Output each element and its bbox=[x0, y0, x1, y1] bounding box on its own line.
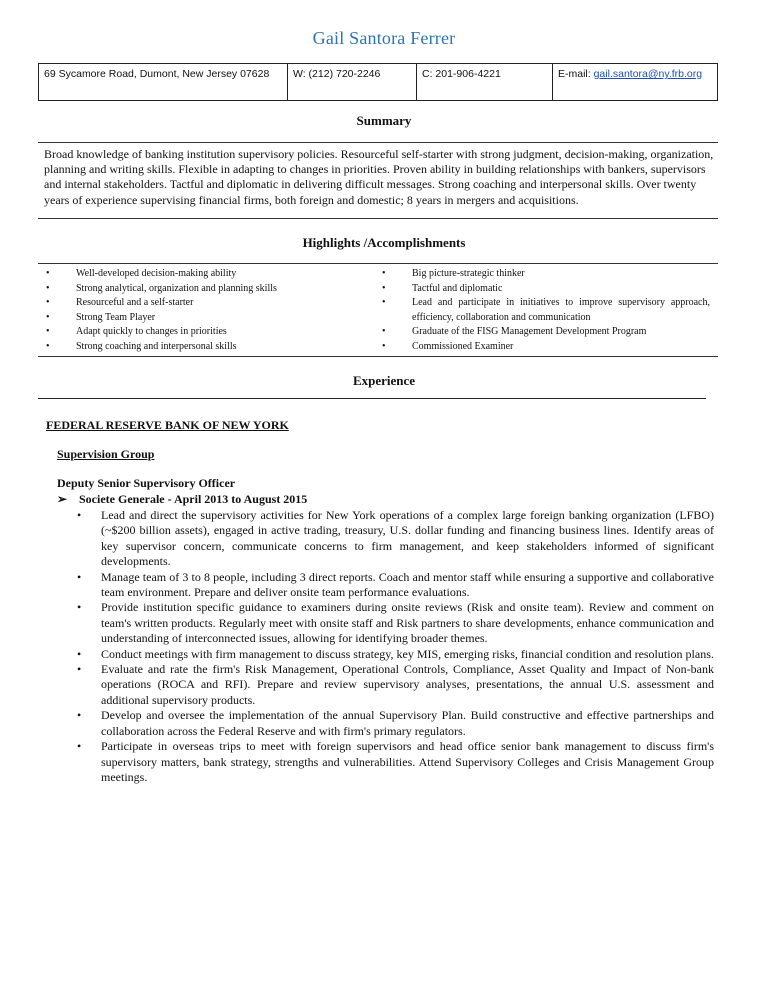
cell-phone: C: 201-906-4221 bbox=[422, 68, 501, 80]
address-cell bbox=[39, 64, 288, 101]
email-cell bbox=[553, 64, 718, 101]
bullet-icon: • bbox=[77, 508, 82, 522]
bullet-icon: • bbox=[382, 326, 386, 338]
bullet-icon: • bbox=[77, 646, 82, 661]
duty-item: • Evaluate and rate the firm's Risk Management, Operational Controls, Compliance, Asset Quality and Impact of Non-bank operations (ROCA and RFI). Prepare and review supervisory analyses, presentations, the annual U.S. assessment and additional supervisory products. bbox=[77, 662, 714, 707]
highlight-item: • Strong analytical, organization and planning skills bbox=[46, 282, 366, 297]
bullet-icon: • bbox=[46, 282, 50, 294]
contact-table bbox=[38, 63, 718, 101]
highlights-right-column bbox=[382, 267, 710, 355]
bullet-icon: • bbox=[46, 268, 50, 279]
summary-text: Broad knowledge of banking institution supervisory policies. Resourceful self-starter with strong judgment, decision-making, organization, planning and writing skills. Flexible in adapting to changes in priorities. Proven ability in building relationships with bankers, supervisors and internal stakeholders. Tactful and diplomatic in delivering difficult messages. Strong coaching and interpersonal skills. Over twenty years of experience supervising financial firms, both foreign and domestic; 8 years in mergers and acquisitions. bbox=[44, 147, 714, 207]
highlight-item: • Strong Team Player bbox=[46, 311, 366, 326]
highlight-item: • Resourceful and a self-starter bbox=[46, 296, 366, 311]
duty-item: • Participate in overseas trips to meet with foreign supervisors and head office senior bank management to discuss firm's supervisory matters, bank strategy, strengths and vulnerabilities. Attend Supervisory Colleges and Crisis Management Group meetings. bbox=[77, 739, 714, 784]
candidate-name: Gail Santora Ferrer bbox=[312, 28, 456, 48]
work-phone-cell bbox=[288, 64, 417, 101]
assignment-label: Societe Generale - April 2013 to August 2015 bbox=[79, 492, 308, 506]
highlight-item: • Big picture-strategic thinker bbox=[382, 267, 710, 282]
bullet-icon: • bbox=[46, 340, 50, 352]
experience-title: Experience bbox=[352, 373, 416, 388]
email-link[interactable]: gail.santora@ny.frb.org bbox=[593, 68, 703, 80]
highlight-item: • Well-developed decision-making ability bbox=[46, 267, 366, 282]
job-title: Deputy Senior Supervisory Officer bbox=[57, 476, 236, 490]
duty-item: • Provide institution specific guidance to examiners during onsite reviews (Risk and onsite team). Review and comment on team's written products. Regularly meet with onsite staff and Risk partners to share developments, enhance communication and understanding of interconnected issues, allowing for identifying broader themes. bbox=[77, 600, 714, 646]
cell-phone-cell bbox=[417, 64, 553, 101]
highlight-item: • Strong coaching and interpersonal skills bbox=[46, 340, 366, 355]
duties-list bbox=[77, 508, 714, 785]
highlight-item: • Lead and participate in initiatives to improve supervisory approach, efficiency, collaboration and communication bbox=[382, 297, 710, 323]
summary-top-divider bbox=[38, 142, 718, 143]
bullet-icon: • bbox=[77, 708, 82, 723]
assignment-heading bbox=[57, 492, 307, 507]
department-name: Supervision Group bbox=[57, 447, 155, 461]
highlight-item: • Adapt quickly to changes in priorities bbox=[46, 325, 366, 340]
duty-item: • Lead and direct the supervisory activities for New York operations of a complex large foreign banking organization (LFBO) (~$200 billion assets), engaged in active trading, treasury, U.S. dollar funding and financing business lines. Identify areas of key supervisor concern, communicate concerns to firm management, and keep stakeholders informed of significant developments. bbox=[77, 508, 714, 569]
highlights-title: Highlights /Accomplishments bbox=[302, 235, 466, 250]
summary-bottom-divider bbox=[38, 218, 718, 219]
work-phone: W: (212) 720-2246 bbox=[293, 68, 381, 80]
bullet-icon: • bbox=[77, 662, 82, 677]
highlights-top-divider bbox=[38, 263, 718, 264]
highlights-left-column bbox=[46, 267, 366, 355]
duty-item: • Develop and oversee the implementation of the annual Supervisory Plan. Build constructive and effective partnerships and collaboration across the Federal Reserve and with firm's primary regulators. bbox=[77, 708, 714, 738]
duty-item: • Conduct meetings with firm management to discuss strategy, key MIS, emerging risks, financial condition and resolution plans. bbox=[77, 646, 714, 661]
address: 69 Sycamore Road, Dumont, New Jersey 07628 bbox=[44, 68, 270, 80]
bullet-icon: • bbox=[382, 340, 386, 352]
bullet-icon: • bbox=[46, 297, 50, 309]
duty-item: • Manage team of 3 to 8 people, including 3 direct reports. Coach and mentor staff while ensuring a supportive and collaborative team environment. Prepare and deliver onsite team performance evaluations. bbox=[77, 569, 714, 600]
bullet-icon: • bbox=[77, 569, 82, 584]
highlight-item: • Commissioned Examiner bbox=[382, 340, 710, 355]
highlights-bottom-divider bbox=[38, 356, 718, 357]
employer-name: FEDERAL RESERVE BANK OF NEW YORK bbox=[46, 418, 289, 432]
bullet-icon: • bbox=[77, 739, 82, 754]
summary-title: Summary bbox=[356, 113, 412, 128]
bullet-icon: • bbox=[46, 311, 50, 323]
highlight-item: • Graduate of the FISG Management Development Program bbox=[382, 325, 710, 340]
email-label: E-mail: bbox=[558, 68, 594, 80]
bullet-icon: • bbox=[46, 326, 50, 338]
arrow-bullet-icon: ➢ bbox=[57, 492, 68, 506]
highlight-item: • Tactful and diplomatic bbox=[382, 282, 710, 297]
bullet-icon: • bbox=[77, 600, 82, 615]
bullet-icon: • bbox=[382, 282, 386, 294]
experience-divider bbox=[38, 398, 706, 399]
bullet-icon: • bbox=[382, 268, 386, 279]
bullet-icon: • bbox=[382, 297, 386, 309]
